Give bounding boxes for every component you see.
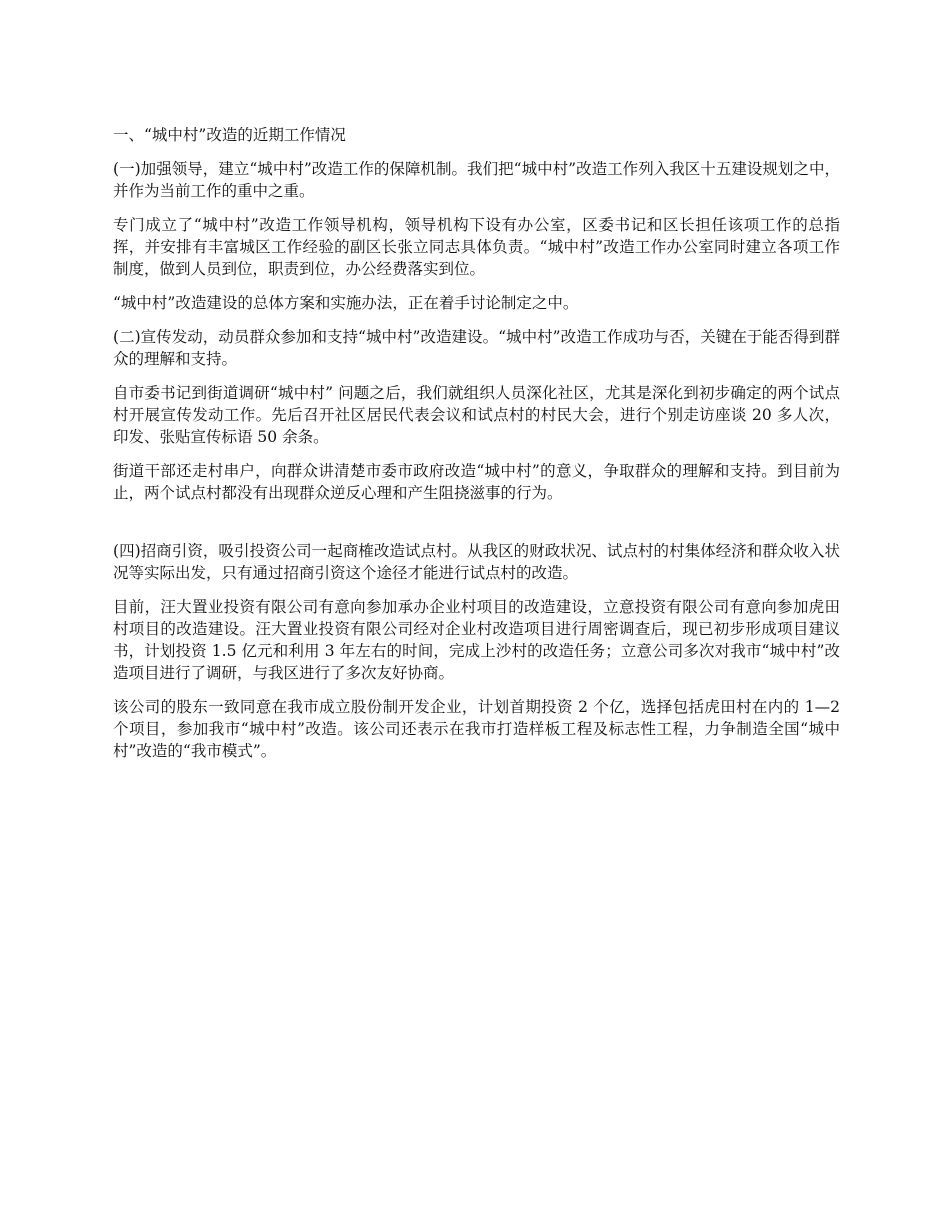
paragraph-village-visits: 街道干部还走村串户，向群众讲清楚市委市政府改造“城中村”的意义，争取群众的理解和支持。到目前为止，两个试点村都没有出现群众逆反心理和产生阻挠滋事的行为。 [113,462,840,502]
document-body [113,124,840,774]
paragraph-publicity: (二)宣传发动，动员群众参加和支持“城中村”改造建设。“城中村”改造工作成功与否，关键在于能否得到群众的理解和支持。 [113,328,840,368]
paragraph-community-outreach: 自市委书记到街道调研“城中村” 问题之后，我们就组织人员深化社区，尤其是深化到初步确定的两个试点村开展宣传发动工作。先后召开社区居民代表会议和试点村的村民大会，进行个别走访座谈 20 多人次，印发、张贴宣传标语 50 余条。 [113,384,840,446]
paragraph-leadership: (一)加强领导，建立“城中村”改造工作的保障机制。我们把“城中村”改造工作列入我区十五建设规划之中，并作为当前工作的重中之重。 [113,160,840,200]
paragraph-investment: (四)招商引资，吸引投资公司一起商榷改造试点村。从我区的财政状况、试点村的村集体经济和群众收入状况等实际出发，只有通过招商引资这个途径才能进行试点村的改造。 [113,542,840,582]
section-heading: 一、“城中村”改造的近期工作情况 [113,126,346,144]
paragraph-plan: “城中村”改造建设的总体方案和实施办法，正在着手讨论制定之中。 [113,294,579,312]
paragraph-leadership-office: 专门成立了“城中村”改造工作领导机构，领导机构下设有办公室，区委书记和区长担任该项工作的总指挥，并安排有丰富城区工作经验的副区长张立同志具体负责。“城中村”改造工作办公室同时建立各项工作制度，做到人员到位，职责到位，办公经费落实到位。 [113,216,840,278]
paragraph-shareholders: 该公司的股东一致同意在我市成立股份制开发企业，计划首期投资 2 个亿，选择包括虎田村在内的 1—2 个项目，参加我市“城中村”改造。该公司还表示在我市打造样板工程及标志性工程，力争制造全国“城中村”改造的“我市模式”。 [113,698,840,760]
paragraph-gap [113,516,840,540]
paragraph-investors: 目前，汪大置业投资有限公司有意向参加承办企业村项目的改造建设，立意投资有限公司有意向参加虎田村项目的改造建设。汪大置业投资有限公司经对企业村改造项目进行周密调查后，现已初步形成项目建议书，计划投资 1.5 亿元和利用 3 年左右的时间，完成上沙村的改造任务；立意公司多次对我市“城中村”改造项目进行了调研，与我区进行了多次友好协商。 [113,598,840,682]
